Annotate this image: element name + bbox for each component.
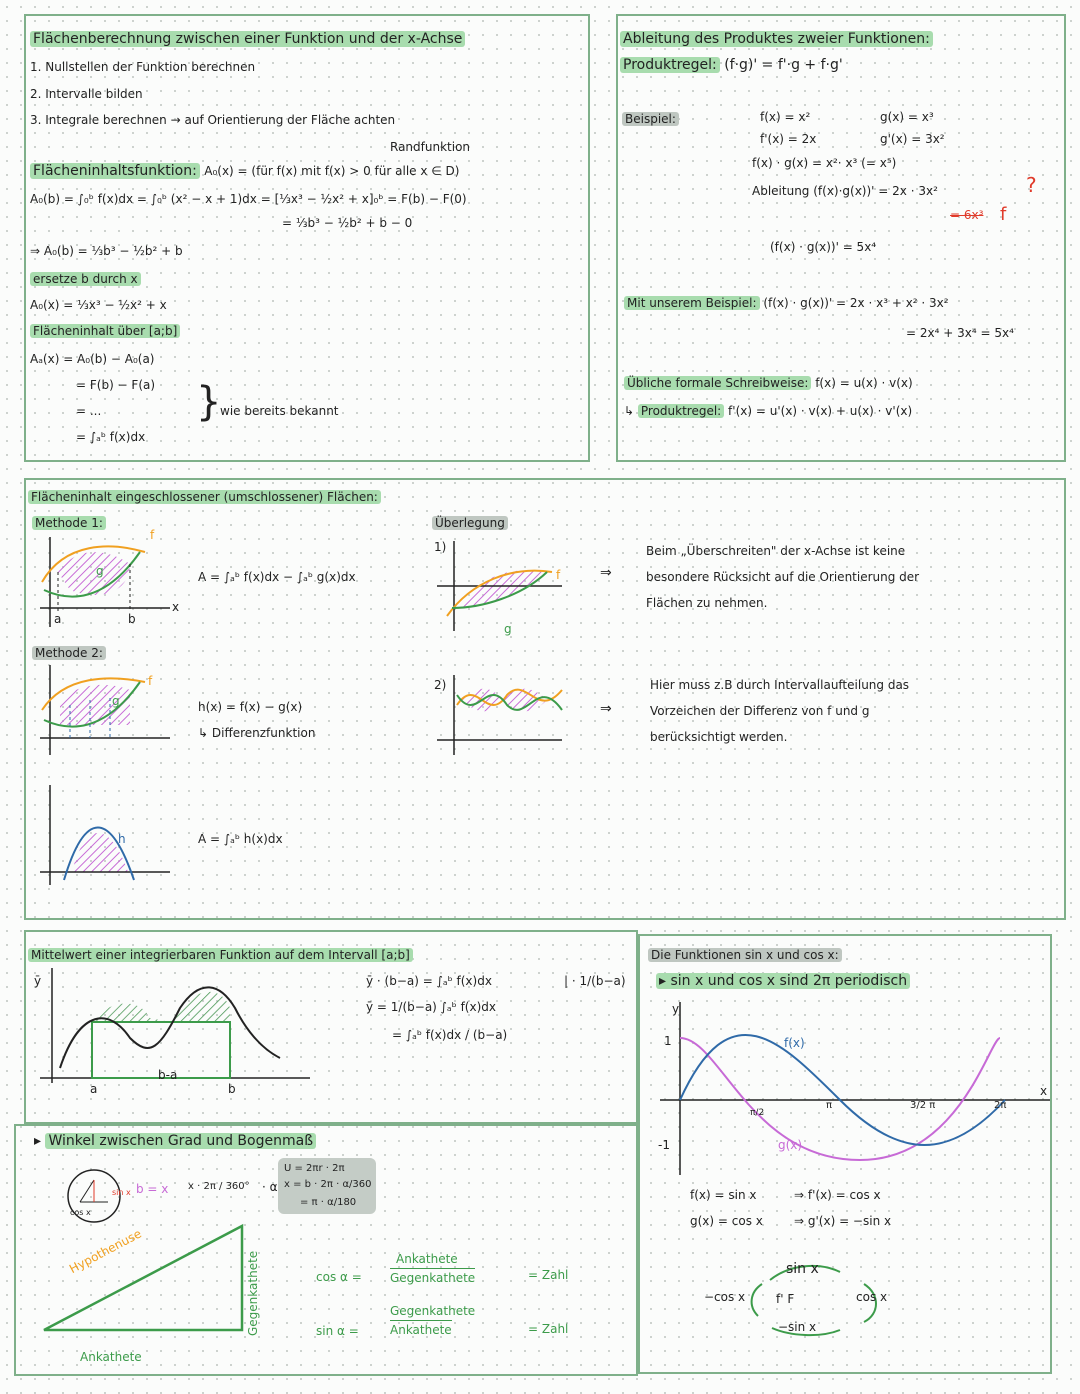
box5-cos-n: Ankathete (396, 1252, 458, 1266)
m1-label-g: g (96, 564, 104, 578)
box5-alpha: · α (262, 1180, 278, 1194)
box2-ex-wrong: = 6x³ (950, 208, 984, 222)
box6-l1: f(x) = sin x (690, 1188, 757, 1202)
u2-text-1: Hier muss z.B durch Intervallaufteilung das (650, 678, 910, 692)
box2-beispiel: Beispiel: (622, 110, 679, 128)
box5-u3: = π · α/180 (300, 1197, 357, 1208)
box6-x: x (1040, 1084, 1048, 1098)
u2-text-2: Vorzeichen der Differenz von f und g (650, 704, 870, 718)
mittelwert-graph (30, 968, 330, 1088)
m2-formula: h(x) = f(x) − g(x) (198, 700, 303, 714)
box1-brace: } (196, 379, 222, 425)
box1-step1: 1. Nullstellen der Funktion berechnen (30, 60, 256, 74)
box4-f1: ȳ · (b−a) = ∫ₐᵇ f(x)dx (366, 974, 492, 988)
box5-cos-sym: cos x (70, 1208, 91, 1217)
box1-ab-line2: = F(b) − F(a) (76, 378, 156, 392)
box5-u2: x = b · 2π · α/360 (284, 1179, 372, 1190)
box6-r1: ⇒ f'(x) = cos x (794, 1188, 881, 1202)
box2-ex-res: (f(x) · g(x))' = 5x⁴ (770, 240, 877, 254)
box4-f3: = ∫ₐᵇ f(x)dx / (b−a) (392, 1028, 508, 1042)
box5-bx: b = x (136, 1182, 169, 1196)
box2-ex-gs: g'(x) = 3x² (880, 132, 945, 146)
box2-ex-f: f(x) = x² (760, 110, 811, 124)
box2-title: Ableitung des Produktes zweier Funktionen: (620, 30, 933, 48)
ueberlegung2-graph (432, 670, 582, 760)
box6-pi32: 3/2 π (910, 1100, 936, 1111)
box4-title: Mittelwert einer integrierbaren Funktion auf dem Intervall [a;b] (28, 946, 413, 964)
box2-ex-fs: f'(x) = 2x (760, 132, 817, 146)
box6-gx: g(x) (778, 1138, 803, 1152)
box6-pi: π (826, 1100, 833, 1111)
box2-mit-row: Mit unserem Beispiel: (f(x) · g(x))' = 2x · x³ + x² · 3x² (624, 294, 949, 312)
box6-r2: ⇒ g'(x) = −sin x (794, 1214, 892, 1228)
box1-step3: 3. Integrale berechnen → auf Orientierung der Fläche achten (30, 113, 396, 127)
box1-ff-line4: A₀(x) = ⅓x³ − ½x² + x (30, 298, 167, 312)
box2-ex-fg: f(x) · g(x) = x²· x³ (= x⁵) (752, 156, 897, 170)
box6-pi2: π/2 (750, 1108, 765, 1118)
methode1-graph (30, 532, 180, 632)
m2-label-f: f (148, 674, 153, 688)
box5-xfrac: x · 2π / 360° (188, 1181, 250, 1192)
box6-title: Die Funktionen sin x und cos x: (648, 946, 842, 964)
box5-gk: Gegenkathete (246, 1250, 260, 1336)
methode2-graph (30, 660, 180, 760)
box1-ab-line4: = ∫ₐᵇ f(x)dx (76, 430, 146, 444)
cycle-cos: cos x (856, 1290, 888, 1304)
box5-cos-zahl: = Zahl (528, 1268, 569, 1282)
box5-sin-zahl: = Zahl (528, 1322, 569, 1336)
box1-ff-line1: A₀(b) = ∫₀ᵇ f(x)dx = ∫₀ᵇ (x² − x + 1)dx = [⅓x³ − ½x² + x]₀ᵇ = F(b) − F(0) (30, 192, 467, 206)
box4-ba: b-a (158, 1068, 178, 1082)
box5-hyp: Hypothenuse (66, 1226, 144, 1277)
sin-cos-graph (660, 1000, 1060, 1180)
box3-m1: Methode 1: (32, 514, 106, 532)
box1-title: Flächenberechnung zwischen einer Funktion und der x-Achse (30, 30, 465, 48)
m1-label-x: x (172, 600, 180, 614)
box2-ex-abl: Ableitung (f(x)·g(x))' = 2x · 3x² (752, 184, 938, 198)
box1-ff-line2: = ⅓b³ − ½b² + b − 0 (282, 216, 413, 230)
u1-label-f: f (556, 568, 561, 582)
m1-label-f: f (150, 528, 155, 542)
box3-title: Flächeninhalt eingeschlossener (umschlossener) Flächen: (28, 488, 381, 506)
u2-text-3: berücksichtigt werden. (650, 730, 788, 744)
box2-ex-q: ? (1026, 173, 1037, 197)
box1-ff-row: Flächeninhaltsfunktion: A₀(x) = (für f(x) mit f(x) > 0 für alle x ∈ D) (30, 162, 459, 180)
m3-label-h: h (118, 832, 126, 846)
ueberlegung-title: Überlegung (432, 514, 508, 532)
box1-step2: 2. Intervalle bilden (30, 87, 143, 101)
cycle-sin: sin x (786, 1261, 819, 1277)
m2-note: ↳ Differenzfunktion (198, 726, 316, 740)
box6-y: y (672, 1002, 680, 1016)
u1-text-2: besondere Rücksicht auf die Orientierung der (646, 570, 920, 584)
box4-a: a (90, 1082, 98, 1096)
methode3-graph (30, 780, 180, 890)
box1-ab-line1: Aₐ(x) = A₀(b) − A₀(a) (30, 352, 155, 366)
box4-b: b (228, 1082, 236, 1096)
box6-l2: g(x) = cos x (690, 1214, 763, 1228)
u1-text-1: Beim „Überschreiten" der x-Achse ist keine (646, 544, 906, 558)
box1-wie: wie bereits bekannt (220, 404, 339, 418)
box2-pr-row: ↳ Produktregel: f'(x) = u'(x) · v(x) + u(x) · v'(x) (624, 404, 913, 418)
box2-ex-f-mark: f (1000, 204, 1007, 225)
u2-label: 2) (434, 678, 447, 692)
box1-ersetze: ersetze b durch x (30, 270, 141, 288)
box4-f2: ȳ = 1/(b−a) ∫ₐᵇ f(x)dx (366, 1000, 496, 1014)
box5-sin-sym: sin x (112, 1188, 131, 1197)
box6-mone: -1 (658, 1138, 670, 1152)
box1-ab-line3: = ... (76, 404, 102, 418)
box4-f1b: | · 1/(b−a) (564, 974, 626, 988)
cycle-mcos: −cos x (704, 1290, 746, 1304)
triangle (40, 1218, 250, 1338)
m1-formula: A = ∫ₐᵇ f(x)dx − ∫ₐᵇ g(x)dx (198, 570, 356, 584)
box5-cos-l: cos α = (316, 1270, 362, 1284)
m3-formula: A = ∫ₐᵇ h(x)dx (198, 832, 283, 846)
u1-text-3: Flächen zu nehmen. (646, 596, 768, 610)
box6-pi2f: 2π (994, 1100, 1007, 1111)
box5-cos-d: Gegenkathete (390, 1268, 475, 1287)
box5-sin-n: Gegenkathete (390, 1304, 476, 1318)
cycle-msin: −sin x (778, 1320, 817, 1334)
box5-u1: U = 2πr · 2π (284, 1163, 345, 1174)
u2-arrow: ⇒ (600, 701, 612, 717)
box5-ak: Ankathete (80, 1350, 142, 1364)
u1-label: 1) (434, 540, 447, 554)
u1-arrow: ⇒ (600, 565, 612, 581)
box1-randfunktion: Randfunktion (390, 140, 471, 154)
box5-sin-d: Ankathete (390, 1320, 452, 1339)
m1-label-a: a (54, 612, 62, 626)
box1-ff-line3: ⇒ A₀(b) = ⅓b³ − ½b² + b (30, 244, 183, 258)
box1-ab-label: Flächeninhalt über [a;b] (30, 322, 180, 340)
box2-rule-row: Produktregel: (f·g)' = f'·g + f·g' (620, 56, 843, 74)
box4-ybar: ȳ (34, 974, 42, 988)
m1-label-b: b (128, 612, 136, 626)
box2-ueblich-row: Übliche formale Schreibweise: f(x) = u(x) · v(x) (624, 374, 913, 392)
box-flaechenberechnung (24, 14, 590, 462)
cycle-mid: f' F (776, 1292, 795, 1306)
box3-m2: Methode 2: (32, 644, 106, 662)
box2-ex-g: g(x) = x³ (880, 110, 934, 124)
box5-sin-l: sin α = (316, 1324, 359, 1338)
box2-mit-line2: = 2x⁴ + 3x⁴ = 5x⁴ (906, 326, 1014, 340)
u1-label-g: g (504, 622, 512, 636)
box6-sub: ▸ sin x und cos x sind 2π periodisch (656, 972, 910, 990)
box5-title: ▸ Winkel zwischen Grad und Bogenmaß (34, 1132, 316, 1150)
m2-label-g: g (112, 694, 120, 708)
box6-fx: f(x) (784, 1036, 805, 1050)
box6-one: 1 (664, 1034, 672, 1048)
